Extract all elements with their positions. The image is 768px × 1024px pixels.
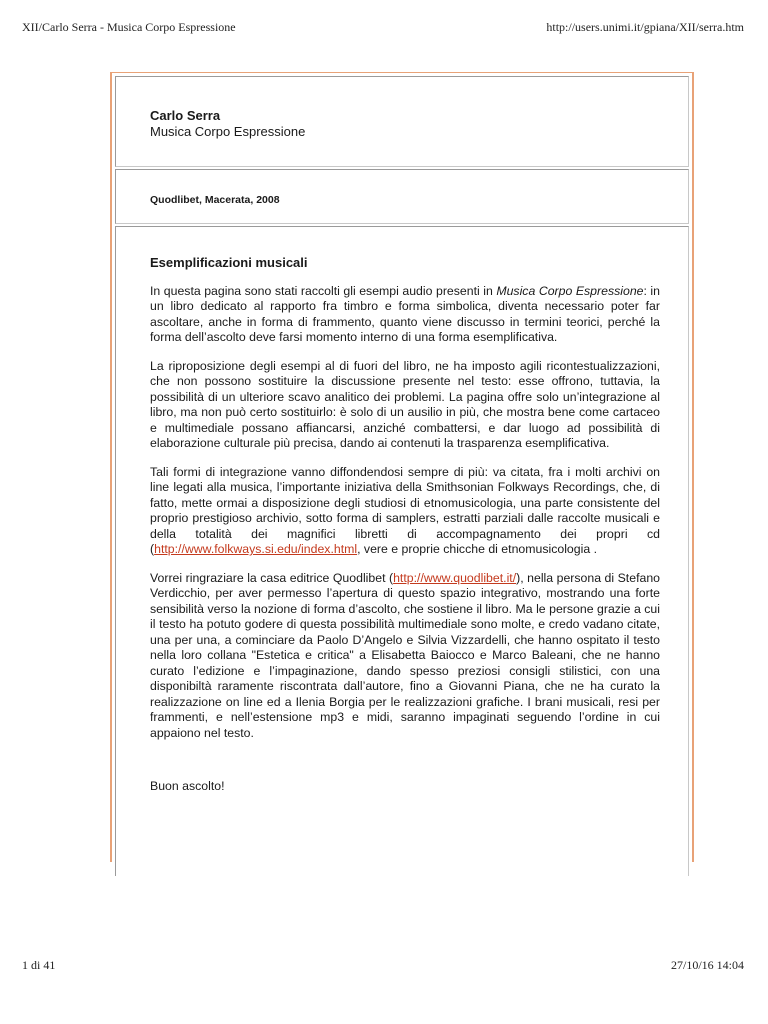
p1-book-title: Musica Corpo Espressione [496, 283, 644, 298]
p4-text-after: ), nella persona di Stefano Verdicchio, per aver permesso l’apertura di questo spazio integrativo, mostrando una forte sensibilità verso la nozione di forma d’ascolto, che sostiene il libro. Ma le persone grazie a cui il testo ha potuto godere di questa possibilità multimediale sono molte, e credo vadano citate, una per una, a cominciare da Paolo D’Angelo e Silvia Vizzardelli, che hanno ospitato il testo nella loro collana "Estetica e critica" a Elisabetta Baiocco e Marco Baleani, che ne hanno curato l’edizione e l’impaginazione, dando spesso preziosi consigli stilistici, con una disponibiltà raramente riscontrata dall’autore, fino a Giovanni Piana, che ne ha curato la realizzazione on line ed a Ilenia Borgia per le realizzazioni grafiche. I brani musicali, resi per frammenti, e nell’estensione mp3 e midi, saranno impaginati seguendo l’ordine in cui appaiono nel testo. [150, 570, 660, 740]
book-author: Carlo Serra [150, 108, 221, 123]
p1-text-after: : in un libro dedicato al rapporto fra timbro e forma simbolica, diventa necessario poter far ascoltare, anche in forma di frammento, quanto viene discusso in termini teorici, perché la forma dell’ascolto deve farsi momento interno di una forma esemplificativa. [150, 283, 661, 344]
p3-text-before: Tali formi di integrazione vanno diffondendosi sempre di più: va citata, fra i molti archivi on line legati alla musica, l’importante iniziativa della Smithsonian Folkways Recordings, che, di fatto, mette ormai a disposizione degli studiosi di etnomusicologia, una parte consistente del proprio prestigioso archivio, sotto forma di samplers, estratti parziali dalle raccolte musicali e della totalità dei magnifici libretti di accompagnamento dei propri cd ( [150, 464, 660, 556]
article-body [150, 255, 660, 808]
paragraph-3 [150, 465, 660, 558]
title-box [115, 76, 689, 167]
paragraph-4 [150, 571, 660, 742]
print-header-title: XII/Carlo Serra - Musica Corpo Espressione [22, 20, 236, 34]
p4-text-before: Vorrei ringraziare la casa editrice Quodlibet ( [150, 570, 394, 585]
publisher-info: Quodlibet, Macerata, 2008 [150, 194, 280, 206]
page-frame [110, 72, 694, 862]
print-header [22, 20, 744, 35]
print-footer [22, 958, 744, 973]
content-box [115, 226, 689, 876]
closing-line: Buon ascolto! [150, 779, 225, 793]
page-number: 1 di 41 [22, 958, 56, 972]
publisher-box [115, 169, 689, 224]
print-datetime: 27/10/16 14:04 [670, 958, 744, 972]
folkways-link[interactable]: http://www.folkways.si.edu/index.html [154, 542, 358, 556]
book-title: Musica Corpo Espressione [150, 124, 306, 139]
paragraph-2: La riproposizione degli esempi al di fuori del libro, ne ha imposto agili ricontestualizzazioni, che non possono sostituire la discussione presente nel testo: esse offrono, tuttavia, la possibilità di un ulteriore scavo analitico dei problemi. La pagina offre solo un’integrazione al libro, ma non può certo sostituirlo: è solo di un ausilio in più, che mostra bene come cartaceo e multimediale possano affiancarsi, anziché combattersi, e dar luogo ad possibilità di elaborazione culturale più precisa, dando ai contenuti la trasparenza esemplificativa. [150, 358, 660, 450]
section-heading: Esemplificazioni musicali [150, 255, 308, 270]
quodlibet-link[interactable]: http://www.quodlibet.it/ [393, 570, 517, 585]
p3-text-after: , vere e proprie chicche di etnomusicologia . [357, 542, 598, 556]
p1-text-before: In questa pagina sono stati raccolti gli esempi audio presenti in [150, 283, 497, 298]
paragraph-1 [150, 284, 660, 346]
print-header-url: http://users.unimi.it/gpiana/XII/serra.htm [546, 20, 744, 34]
